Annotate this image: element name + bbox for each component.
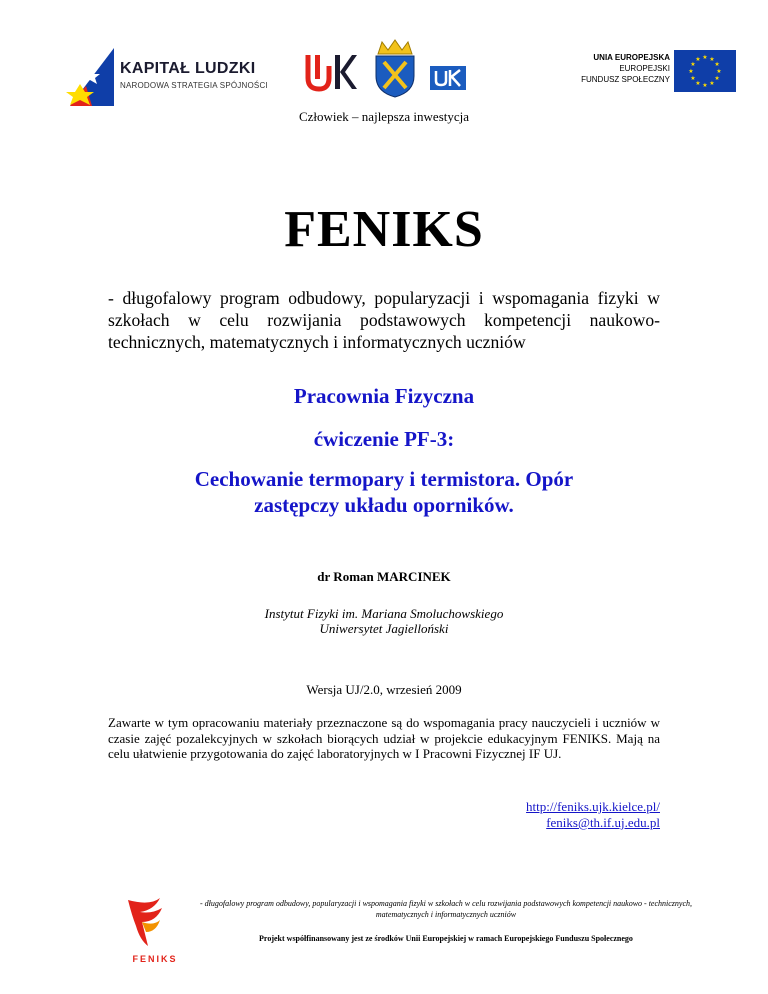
ujk-logo-icon	[305, 52, 357, 92]
svg-text:★: ★	[709, 55, 715, 63]
eu-line2: EUROPEJSKI	[619, 64, 670, 73]
eu-flag-icon	[674, 50, 736, 92]
jagiellonian-crest-icon	[372, 38, 418, 98]
university-name: Uniwersytet Jagielloński	[319, 621, 449, 636]
lab-name: Pracownia Fizyczna	[293, 384, 475, 408]
website-link[interactable]: http://feniks.ujk.kielce.pl/	[526, 799, 660, 814]
footer-project-note: Projekt współfinansowany jest ze środków Unii Europejskiej w ramach Europejskiego Funduszu Społecznego	[259, 934, 633, 943]
kapital-ludzki-logo	[66, 46, 266, 110]
feniks-logo-icon	[120, 896, 190, 966]
author: dr Roman MARCINEK	[317, 569, 451, 584]
email-link[interactable]: feniks@th.if.uj.edu.pl	[546, 815, 660, 830]
program-description: - długofalowy program odbudowy, popularyzacji i wspomagania fizyki w szkołach w celu rozwijania podstawowych kompetencji naukowo-technicznych, matematycznych i informatycznych uczniów	[108, 288, 660, 352]
exercise-number: ćwiczenie PF-3:	[313, 427, 455, 451]
svg-text:★: ★	[709, 80, 715, 88]
svg-text:★: ★	[702, 54, 708, 61]
kapital-ludzki-subtitle: NARODOWA STRATEGIA SPÓJNOŚCI	[120, 81, 268, 90]
svg-text:★: ★	[690, 75, 696, 82]
kapital-ludzki-emblem-icon	[66, 46, 118, 110]
eu-title: UNIA EUROPEJSKA	[593, 53, 670, 62]
version: Wersja UJ/2.0, wrzesień 2009	[306, 682, 462, 697]
svg-text:★: ★	[714, 75, 720, 82]
institute-name: Instytut Fizyki im. Mariana Smoluchowskiego	[264, 606, 504, 621]
svg-text:★: ★	[695, 80, 701, 88]
kapital-ludzki-title: KAPITAŁ LUDZKI	[120, 60, 256, 77]
svg-text:★: ★	[714, 61, 720, 68]
svg-text:★: ★	[716, 68, 722, 75]
institute	[0, 606, 768, 636]
footer-description: - długofalowy program odbudowy, popularyzacji i wspomagania fizyki w szkołach w celu rozwijania podstawowych kompetencji naukowo - technicznych, matematycznych i informatycznych uczniów	[199, 899, 693, 919]
partner-logo-icon	[430, 66, 466, 90]
eu-line3: FUNDUSZ SPOŁECZNY	[581, 75, 670, 84]
contact-links	[400, 799, 660, 831]
svg-text:★: ★	[690, 61, 696, 68]
feniks-logo-text: FENIKS	[132, 954, 178, 964]
eu-text	[570, 52, 670, 85]
svg-text:★: ★	[688, 68, 694, 75]
usage-note: Zawarte w tym opracowaniu materiały przeznaczone są do wspomagania pracy nauczycieli i uczniów w czasie zajęć pozalekcyjnych w szkołach biorących udział w projekcie edukacyjnym FENIKS. Mają na celu ułatwienie przygotowania do zajęć laboratoryjnych w I Pracowni Fizycznej IF UJ.	[108, 715, 660, 762]
svg-text:★: ★	[695, 55, 701, 63]
slogan: Człowiek – najlepsza inwestycja	[298, 109, 470, 124]
page-title: FENIKS	[284, 201, 484, 258]
svg-text:★: ★	[702, 82, 708, 89]
exercise-topic: Cechowanie termopary i termistora. Opór zastępczy układu oporników.	[194, 467, 574, 517]
